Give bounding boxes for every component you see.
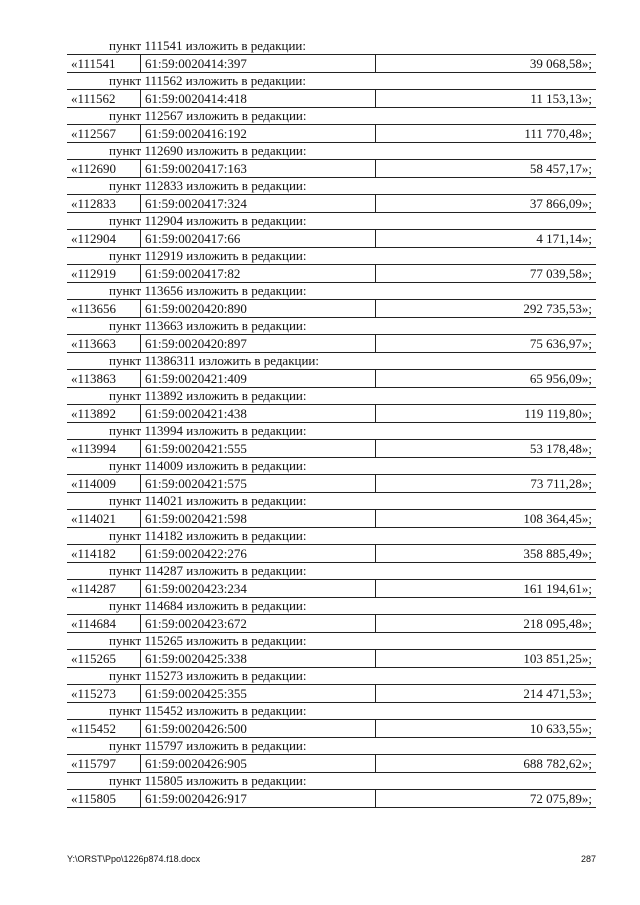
item-number-cell: «113994 xyxy=(67,440,141,457)
entry-caption: пункт 111562 изложить в редакции: xyxy=(109,73,306,88)
item-number-cell: «115273 xyxy=(67,685,141,702)
item-number-cell: «114684 xyxy=(67,615,141,632)
value-cell: 75 636,97»; xyxy=(529,336,592,351)
value-cell: 358 885,49»; xyxy=(523,546,592,561)
value-cell: 103 851,25»; xyxy=(523,651,592,666)
table-row xyxy=(67,299,596,318)
cadastral-number-cell: 61:59:0020425:355 xyxy=(141,685,376,702)
entry-caption: пункт 111541 изложить в редакции: xyxy=(109,38,306,53)
entry-caption: пункт 115273 изложить в редакции: xyxy=(109,668,307,683)
entry-caption: пункт 11386311 изложить в редакции: xyxy=(109,353,319,368)
entry-caption: пункт 115805 изложить в редакции: xyxy=(109,773,307,788)
item-number-cell: «115805 xyxy=(67,790,141,807)
item-number-cell: «112567 xyxy=(67,125,141,142)
table-row xyxy=(67,334,596,353)
item-number-cell: «114009 xyxy=(67,475,141,492)
table-row xyxy=(67,649,596,668)
entry-caption: пункт 112567 изложить в редакции: xyxy=(109,108,307,123)
entry-caption: пункт 112833 изложить в редакции: xyxy=(109,178,307,193)
cadastral-number-cell: 61:59:0020426:917 xyxy=(141,790,376,807)
cadastral-number-cell: 61:59:0020420:890 xyxy=(141,300,376,317)
cadastral-number-cell: 61:59:0020426:905 xyxy=(141,755,376,772)
value-cell: 161 194,61»; xyxy=(523,581,592,596)
item-number-cell: «111562 xyxy=(67,90,141,107)
value-cell: 11 153,13»; xyxy=(530,91,592,106)
entry-caption: пункт 113994 изложить в редакции: xyxy=(109,423,307,438)
item-number-cell: «115797 xyxy=(67,755,141,772)
cadastral-number-cell: 61:59:0020421:575 xyxy=(141,475,376,492)
entry-caption: пункт 114684 изложить в редакции: xyxy=(109,598,307,613)
value-cell: 39 068,58»; xyxy=(529,56,592,71)
item-number-cell: «113656 xyxy=(67,300,141,317)
value-cell: 53 178,48»; xyxy=(529,441,592,456)
cadastral-number-cell: 61:59:0020421:409 xyxy=(141,370,376,387)
item-number-cell: «113663 xyxy=(67,335,141,352)
item-number-cell: «111541 xyxy=(67,55,141,72)
item-number-cell: «114182 xyxy=(67,545,141,562)
entry-caption: пункт 114009 изложить в редакции: xyxy=(109,458,307,473)
cadastral-number-cell: 61:59:0020425:338 xyxy=(141,650,376,667)
item-number-cell: «113892 xyxy=(67,405,141,422)
cadastral-number-cell: 61:59:0020420:897 xyxy=(141,335,376,352)
table-row xyxy=(67,124,596,143)
value-cell: 119 119,80»; xyxy=(524,406,592,421)
entry-caption: пункт 113656 изложить в редакции: xyxy=(109,283,307,298)
table-row xyxy=(67,54,596,73)
table-row xyxy=(67,369,596,388)
cadastral-number-cell: 61:59:0020417:82 xyxy=(141,265,376,282)
entry-caption: пункт 114287 изложить в редакции: xyxy=(109,563,307,578)
value-cell: 4 171,14»; xyxy=(536,231,592,246)
value-cell: 58 457,17»; xyxy=(529,161,592,176)
cadastral-number-cell: 61:59:0020414:418 xyxy=(141,90,376,107)
table-row xyxy=(67,544,596,563)
item-number-cell: «112690 xyxy=(67,160,141,177)
cadastral-number-cell: 61:59:0020423:234 xyxy=(141,580,376,597)
table-row xyxy=(67,159,596,178)
entry-caption: пункт 115265 изложить в редакции: xyxy=(109,633,307,648)
entry-caption: пункт 114182 изложить в редакции: xyxy=(109,528,307,543)
value-cell: 111 770,48»; xyxy=(524,126,592,141)
value-cell: 688 782,62»; xyxy=(523,756,592,771)
item-number-cell: «114021 xyxy=(67,510,141,527)
cadastral-number-cell: 61:59:0020421:598 xyxy=(141,510,376,527)
item-number-cell: «112833 xyxy=(67,195,141,212)
item-number-cell: «115452 xyxy=(67,720,141,737)
entry-caption: пункт 112690 изложить в редакции: xyxy=(109,143,307,158)
table-row xyxy=(67,719,596,738)
cadastral-number-cell: 61:59:0020414:397 xyxy=(141,55,376,72)
entry-caption: пункт 113663 изложить в редакции: xyxy=(109,318,307,333)
table-row xyxy=(67,264,596,283)
table-row xyxy=(67,754,596,773)
table-row xyxy=(67,229,596,248)
item-number-cell: «113863 xyxy=(67,370,141,387)
entry-caption: пункт 112904 изложить в редакции: xyxy=(109,213,307,228)
cadastral-number-cell: 61:59:0020421:438 xyxy=(141,405,376,422)
entry-caption: пункт 114021 изложить в редакции: xyxy=(109,493,307,508)
cadastral-number-cell: 61:59:0020422:276 xyxy=(141,545,376,562)
cadastral-number-cell: 61:59:0020416:192 xyxy=(141,125,376,142)
value-cell: 65 956,09»; xyxy=(529,371,592,386)
entry-caption: пункт 112919 изложить в редакции: xyxy=(109,248,307,263)
table-row xyxy=(67,89,596,108)
value-cell: 218 095,48»; xyxy=(523,616,592,631)
item-number-cell: «115265 xyxy=(67,650,141,667)
cadastral-number-cell: 61:59:0020423:672 xyxy=(141,615,376,632)
cadastral-number-cell: 61:59:0020417:163 xyxy=(141,160,376,177)
table-row xyxy=(67,614,596,633)
table-row xyxy=(67,439,596,458)
page-number: 287 xyxy=(580,854,596,864)
table-row xyxy=(67,509,596,528)
value-cell: 214 471,53»; xyxy=(523,686,592,701)
value-cell: 72 075,89»; xyxy=(529,791,592,806)
document-body xyxy=(67,38,596,808)
table-row xyxy=(67,474,596,493)
table-row xyxy=(67,404,596,423)
page-footer xyxy=(67,852,596,866)
table-row xyxy=(67,789,596,808)
cadastral-number-cell: 61:59:0020421:555 xyxy=(141,440,376,457)
entry-caption: пункт 115452 изложить в редакции: xyxy=(109,703,307,718)
value-cell: 10 633,55»; xyxy=(529,721,592,736)
item-number-cell: «112904 xyxy=(67,230,141,247)
item-number-cell: «114287 xyxy=(67,580,141,597)
value-cell: 73 711,28»; xyxy=(530,476,592,491)
value-cell: 108 364,45»; xyxy=(523,511,592,526)
file-path: Y:\ORST\Ppo\1226p874.f18.docx xyxy=(67,854,201,864)
cadastral-number-cell: 61:59:0020417:66 xyxy=(141,230,376,247)
value-cell: 292 735,53»; xyxy=(523,301,592,316)
item-number-cell: «112919 xyxy=(67,265,141,282)
entry-caption: пункт 115797 изложить в редакции: xyxy=(109,738,307,753)
cadastral-number-cell: 61:59:0020426:500 xyxy=(141,720,376,737)
table-row xyxy=(67,684,596,703)
table-row xyxy=(67,194,596,213)
entry-caption: пункт 113892 изложить в редакции: xyxy=(109,388,307,403)
value-cell: 77 039,58»; xyxy=(529,266,592,281)
value-cell: 37 866,09»; xyxy=(529,196,592,211)
cadastral-number-cell: 61:59:0020417:324 xyxy=(141,195,376,212)
table-row xyxy=(67,579,596,598)
